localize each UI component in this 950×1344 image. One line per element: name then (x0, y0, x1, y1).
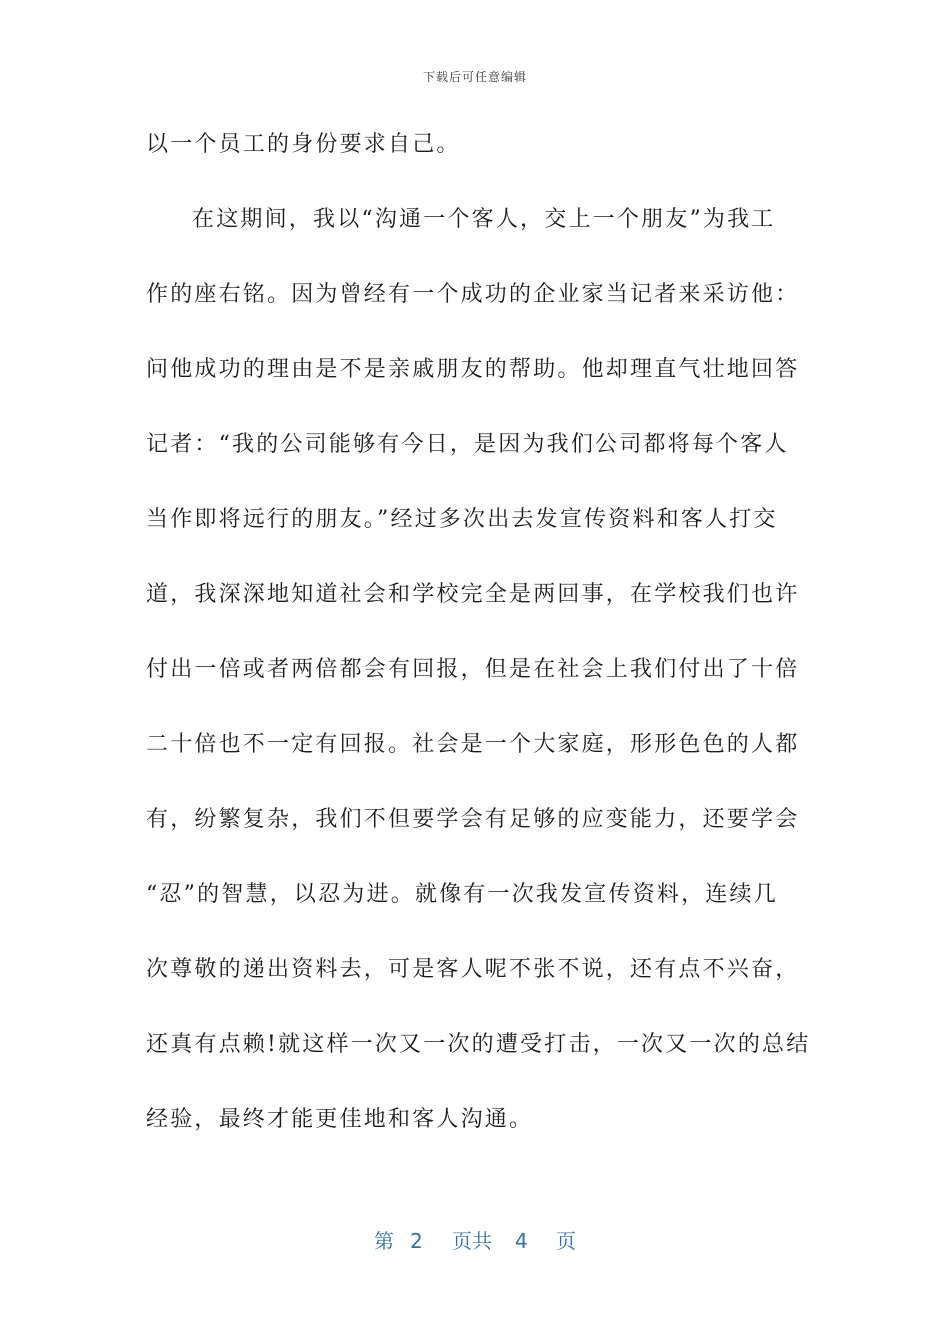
paragraph-start-line: 在这期间，我以“沟通一个客人，交上一个朋友”为我工 (192, 207, 776, 232)
footer-total-pages: 4 (515, 1229, 528, 1253)
body-line: 有，纷繁复杂，我们不但要学会有足够的应变能力，还要学会 (146, 807, 800, 832)
body-line: 经验，最终才能更佳地和客人沟通。 (146, 1107, 534, 1132)
body-line: 次尊敬的递出资料去，可是客人呢不张不说，还有点不兴奋， (146, 957, 800, 982)
body-line: 道，我深深地知道社会和学校完全是两回事，在学校我们也许 (146, 582, 800, 607)
body-line: 当作即将远行的朋友。”经过多次出去发宣传资料和客人打交 (146, 507, 778, 532)
footer-prefix: 第 (374, 1229, 394, 1253)
body-line: 问他成功的理由是不是亲戚朋友的帮助。他却理直气壮地回答 (146, 357, 800, 382)
footer-page-number: 2 (410, 1229, 423, 1253)
body-line: 二十倍也不一定有回报。社会是一个大家庭，形形色色的人都 (146, 732, 800, 757)
body-line: 作的座右铭。因为曾经有一个成功的企业家当记者来采访他： (146, 282, 800, 307)
body-line: 付出一倍或者两倍都会有回报，但是在社会上我们付出了十倍 (146, 657, 800, 682)
body-line: 记者：“我的公司能够有今日，是因为我们公司都将每个客人 (146, 432, 789, 457)
footer-middle: 页共 (452, 1229, 492, 1253)
page-footer (0, 1226, 950, 1256)
body-line: “忍”的智慧，以忍为进。就像有一次我发宣传资料，连续几 (146, 882, 778, 907)
body-line: 以一个员工的身份要求自己。 (146, 132, 461, 157)
page-header-note: 下载后可任意编辑 (422, 70, 527, 84)
body-line: 还真有点赖!就这样一次又一次的遭受打击，一次又一次的总结 (146, 1032, 811, 1057)
footer-suffix: 页 (556, 1229, 576, 1253)
